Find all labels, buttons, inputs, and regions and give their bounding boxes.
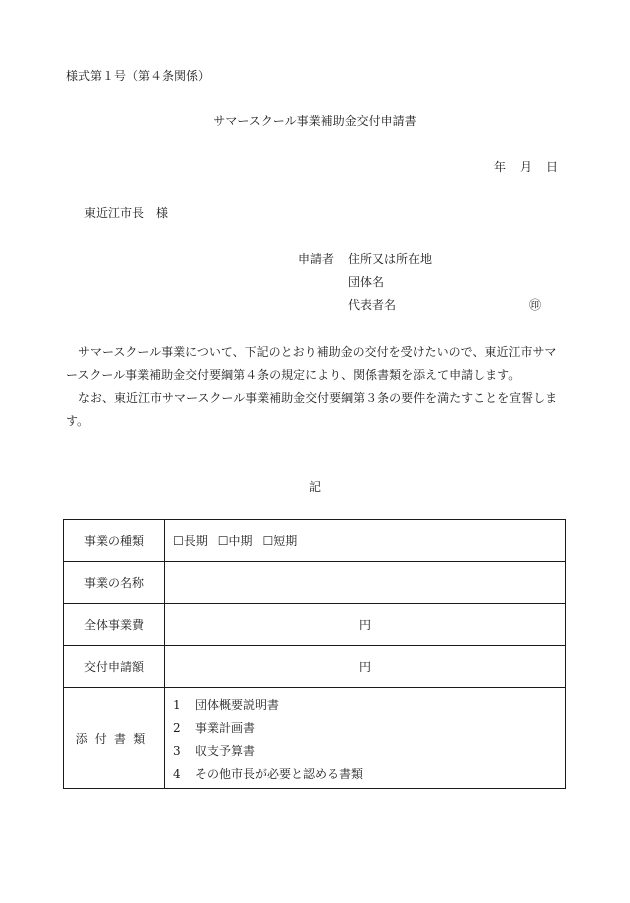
document-title: サマースクール事業補助金交付申請書	[213, 114, 417, 128]
attachment-text: 団体概要説明書	[195, 698, 280, 712]
date-month: 月	[520, 160, 533, 174]
applicant-representative-label: 代表者名	[348, 298, 397, 312]
applicant-address-label: 住所又は所在地	[348, 252, 433, 266]
attachments-label	[64, 688, 165, 789]
business-type-label: 事業の種類	[64, 520, 165, 562]
table-row	[64, 688, 566, 789]
form-number: 様式第１号（第４条関係）	[66, 69, 211, 83]
business-type-options	[165, 520, 566, 562]
table-row	[64, 562, 566, 604]
applicant-group-label: 団体名	[348, 275, 385, 289]
checkbox-short-term[interactable]: ☐短期	[262, 534, 298, 548]
list-item	[173, 763, 565, 786]
attachment-text: 収支予算書	[195, 744, 256, 758]
addressee: 東近江市長 様	[84, 206, 169, 220]
list-item	[173, 740, 565, 763]
grant-amount-unit: 円	[358, 660, 371, 674]
attachment-number: 4	[173, 767, 181, 781]
attachment-number: 2	[173, 721, 181, 735]
total-cost-field[interactable]	[165, 604, 566, 646]
application-table	[63, 519, 566, 789]
list-item	[173, 694, 565, 717]
checkbox-mid-term[interactable]: ☐中期	[217, 534, 253, 548]
business-name-field[interactable]	[165, 562, 566, 604]
checkbox-long-term[interactable]: ☐長期	[173, 534, 208, 548]
body-text	[66, 341, 566, 433]
grant-amount-label: 交付申請額	[64, 646, 165, 688]
list-item	[173, 717, 565, 740]
table-row	[64, 520, 566, 562]
attachment-text: 事業計画書	[195, 721, 256, 735]
table-row	[64, 646, 566, 688]
body-paragraph-2: なお、東近江市サマースクール事業補助金交付要綱第３条の要件を満たすことを宣誓します。	[66, 391, 558, 428]
seal-mark: ㊞	[529, 298, 542, 312]
business-name-label: 事業の名称	[64, 562, 165, 604]
attachments-list	[165, 688, 566, 789]
attachment-number: 1	[173, 698, 181, 712]
total-cost-label: 全体事業費	[64, 604, 165, 646]
date-line	[480, 158, 558, 175]
total-cost-unit: 円	[358, 618, 371, 632]
date-year: 年	[494, 160, 507, 174]
attachment-text: その他市長が必要と認める書類	[195, 767, 364, 781]
date-day: 日	[546, 160, 559, 174]
attachments-label-text: 添付書類	[75, 731, 153, 746]
grant-amount-field[interactable]	[165, 646, 566, 688]
applicant-label: 申請者	[298, 252, 335, 266]
table-row	[64, 604, 566, 646]
attachment-number: 3	[173, 744, 181, 758]
body-paragraph-1: サマースクール事業について、下記のとおり補助金の交付を受けたいので、東近江市サマースクール事業補助金交付要綱第４条の規定により、関係書類を添えて申請します。	[66, 345, 557, 382]
ki-heading: 記	[308, 480, 321, 494]
